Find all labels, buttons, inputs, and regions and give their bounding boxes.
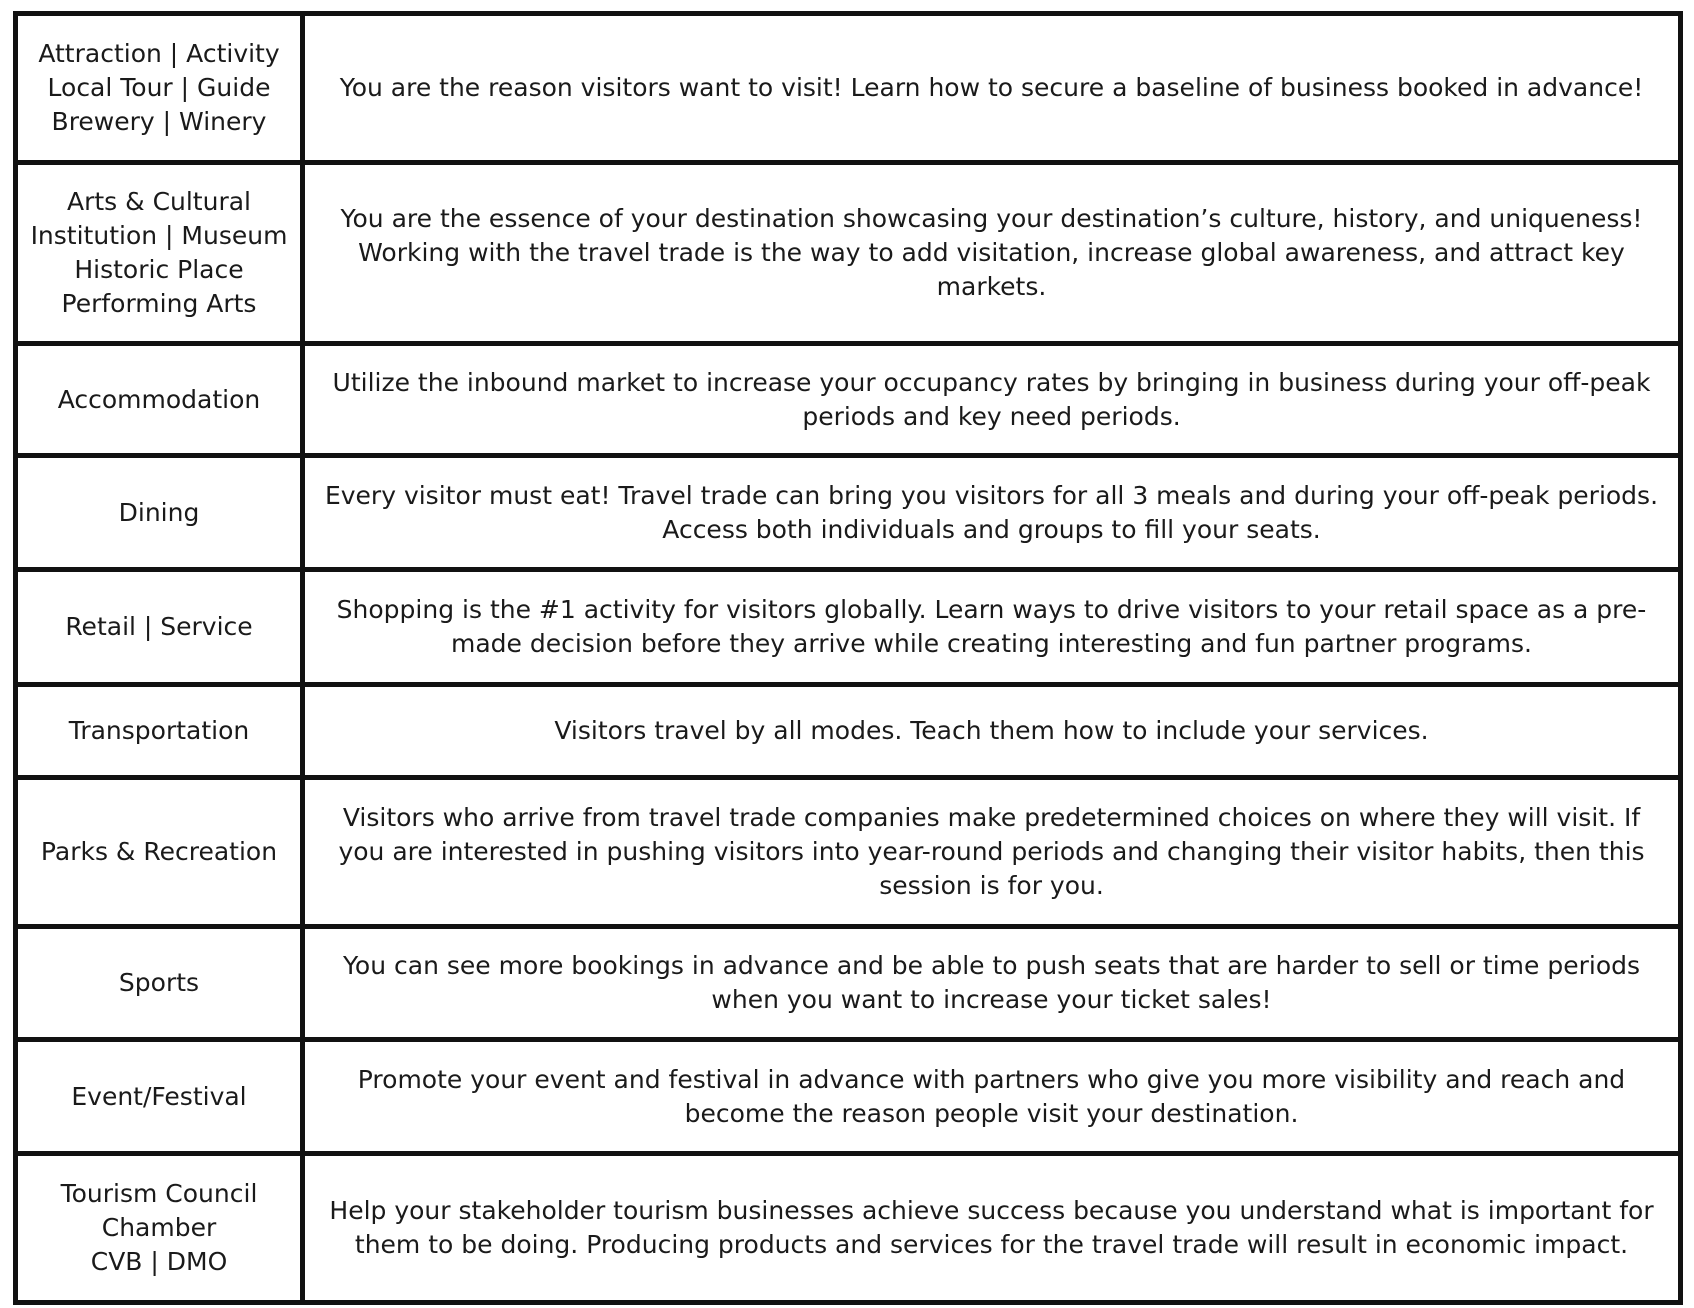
table-row <box>16 685 1681 778</box>
category-label: Institution | Museum <box>30 221 288 250</box>
table-row <box>16 344 1681 456</box>
category-cell <box>16 778 303 927</box>
category-label: Accommodation <box>57 384 261 414</box>
category-label: Transportation <box>68 716 250 745</box>
category-label: Performing Arts <box>61 289 257 318</box>
table-row <box>16 14 1681 163</box>
description-text: Every visitor must eat! Travel trade can bring you visitors for all 3 meals and during your off-peak periods. Access both individuals and groups to fill your seats. <box>324 480 1659 544</box>
category-label: Arts & Cultural <box>66 187 252 216</box>
description-text: You are the reason visitors want to visit! Learn how to secure a baseline of business booked in advance! <box>339 73 1644 102</box>
description-cell <box>303 344 1681 456</box>
description-text: You are the essence of your destination showcasing your destination’s culture, history, and uniqueness! Working with the travel trade is the way to add visitation, increase global awareness, and attract key markets. <box>340 204 1643 301</box>
category-label: Tourism Council <box>60 1179 258 1208</box>
category-cell <box>16 14 303 163</box>
table-row <box>16 927 1681 1040</box>
description-cell <box>303 14 1681 163</box>
category-label: Brewery | Winery <box>51 107 267 136</box>
category-cell <box>16 163 303 344</box>
description-text: Promote your event and festival in advance with partners who give you more visibility and reach and become the reason people visit your destination. <box>357 1064 1626 1128</box>
category-label: CVB | DMO <box>90 1247 228 1276</box>
category-cell <box>16 685 303 778</box>
category-cell <box>16 570 303 685</box>
description-cell <box>303 927 1681 1040</box>
stakeholder-table <box>13 11 1683 1305</box>
description-text: You can see more bookings in advance and be able to push seats that are harder to sell or time periods when you want to increase your ticket sales! <box>342 951 1641 1014</box>
table-row <box>16 570 1681 685</box>
description-cell <box>303 1154 1681 1303</box>
description-text: Visitors who arrive from travel trade companies make predetermined choices on where they will visit. If you are interested in pushing visitors into year-round periods and changing their visitor habits, then this session is for you. <box>338 803 1645 900</box>
category-cell <box>16 344 303 456</box>
stakeholder-table-container <box>13 11 1683 1305</box>
category-label: Historic Place <box>74 255 244 284</box>
description-text: Visitors travel by all modes. Teach them how to include your services. <box>554 716 1429 745</box>
category-label: Dining <box>118 497 200 527</box>
table-row <box>16 456 1681 570</box>
description-cell <box>303 570 1681 685</box>
description-cell <box>303 163 1681 344</box>
description-cell <box>303 685 1681 778</box>
category-label: Event/Festival <box>71 1081 247 1111</box>
description-text: Shopping is the #1 activity for visitors globally. Learn ways to drive visitors to your retail space as a pre-made decision before they arrive while creating interesting and fun partner programs. <box>336 595 1647 658</box>
description-cell <box>303 1040 1681 1154</box>
category-label: Attraction | Activity <box>38 39 280 68</box>
category-cell <box>16 456 303 570</box>
table-row <box>16 163 1681 344</box>
category-cell <box>16 1154 303 1303</box>
table-row <box>16 1154 1681 1303</box>
category-label: Local Tour | Guide <box>47 73 271 102</box>
description-cell <box>303 456 1681 570</box>
category-label: Sports <box>118 968 200 997</box>
category-cell <box>16 927 303 1040</box>
category-label: Parks & Recreation <box>40 837 278 866</box>
description-cell <box>303 778 1681 927</box>
table-row <box>16 778 1681 927</box>
category-label: Chamber <box>101 1213 217 1242</box>
description-text: Utilize the inbound market to increase your occupancy rates by bringing in business during your off-peak periods and key need periods. <box>332 367 1651 431</box>
category-label: Retail | Service <box>65 612 253 641</box>
category-cell <box>16 1040 303 1154</box>
table-row <box>16 1040 1681 1154</box>
description-text: Help your stakeholder tourism businesses achieve success because you understand what is important for them to be doing. Producing products and services for the travel trade will result in economic impact. <box>329 1196 1654 1259</box>
